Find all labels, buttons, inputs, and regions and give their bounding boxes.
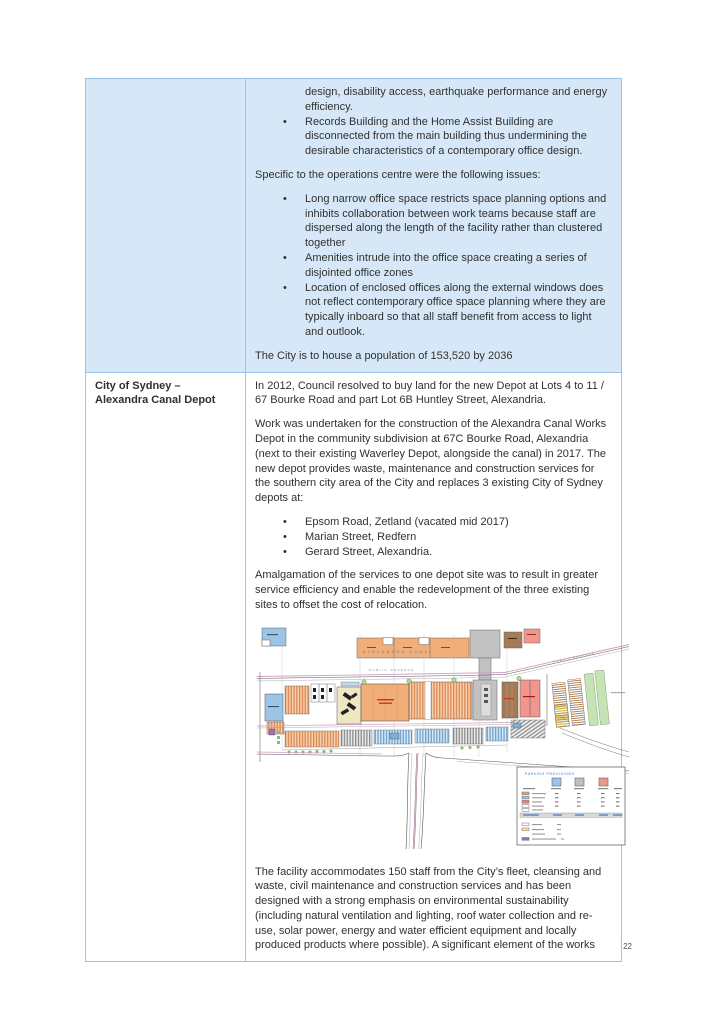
paragraph: The facility accommodates 150 staff from the City’s fleet, cleansing and waste, civil maintenance and construction services and has been designed with a strong emphasis on environmental sustainability (including natural ventilation and lighting, roof water collection and re-use, solar power, energy and water efficient equipment and locally produced products where possible). A significant element of the works (255, 865, 602, 952)
street-name-mark (611, 692, 625, 693)
row1-label-cell (86, 79, 246, 373)
paragraph: Specific to the operations centre were the following issues: (255, 168, 541, 181)
list-item: • Marian Street, Redfern (305, 530, 612, 545)
legend-title: PARKING PROVISIONS (525, 771, 575, 776)
row-heading: City of Sydney – Alexandra Canal Depot (95, 379, 216, 407)
list-item: • Location of enclosed offices along the external windows does not reflect contemporary office space planning where they are typically inboard so that all staff benefit from access to light and outlook. (305, 281, 612, 340)
row2-label-cell (86, 372, 246, 962)
list-item: • Records Building and the Home Assist Building are disconnected from the main building thus undermining the desirable characteristics of a contemporary office design. (305, 115, 612, 159)
row1-body-cell (246, 79, 622, 373)
paragraph: The City is to house a population of 153,520 by 2036 (255, 349, 513, 362)
table-row (86, 79, 622, 373)
paragraph: In 2012, Council resolved to buy land for the new Depot at Lots 4 to 11 / 67 Bourke Road and part Lot 6B Huntley Street, Alexandria. (255, 379, 604, 407)
list-item: • Long narrow office space restricts space planning options and inhibits collaboration between work teams because staff are dispersed along the length of the facility rather than clustered together (305, 192, 612, 251)
page-number: 22 (623, 942, 632, 951)
list-item: design, disability access, earthquake performance and energy efficiency. (305, 86, 608, 113)
east-parking-landscape (551, 670, 609, 729)
table-row (86, 372, 622, 962)
canal-label: ALEXANDRA CANAL (363, 649, 434, 654)
paragraph: Work was undertaken for the construction of the Alexandra Canal Works Depot in the community subdivision at 67C Bourke Road, Alexandria (next to their existing Waverley Depot, alongside the canal) in 2017. The new depot provides waste, maintenance and construction services for the southern city area of the City and replaces 3 existing City of Sydney depots at: (255, 418, 607, 505)
public-reserve-label: PUBLIC RESERVE (369, 667, 415, 672)
building-issues-list (255, 85, 612, 159)
site-plan-image (257, 622, 612, 857)
row2-body-cell (246, 372, 622, 962)
arc-road (560, 728, 629, 757)
operations-issues-list (255, 192, 612, 340)
list-item: • Amenities intrude into the office space creating a series of disjointed office zones (305, 251, 612, 281)
public-reserve-label-right: PUBLIC RESERVE (552, 651, 596, 664)
parking-legend (517, 767, 625, 845)
paragraph: Amalgamation of the services to one depot site was to result in greater service efficiency and enable the redevelopment of the three existing sites to offset the cost of relocation. (255, 569, 599, 611)
list-item: • Gerard Street, Alexandria. (305, 545, 612, 560)
report-table (85, 78, 622, 962)
depot-list (255, 515, 612, 559)
site-plan-svg (257, 622, 629, 852)
list-item: • Epsom Road, Zetland (vacated mid 2017) (305, 515, 612, 530)
